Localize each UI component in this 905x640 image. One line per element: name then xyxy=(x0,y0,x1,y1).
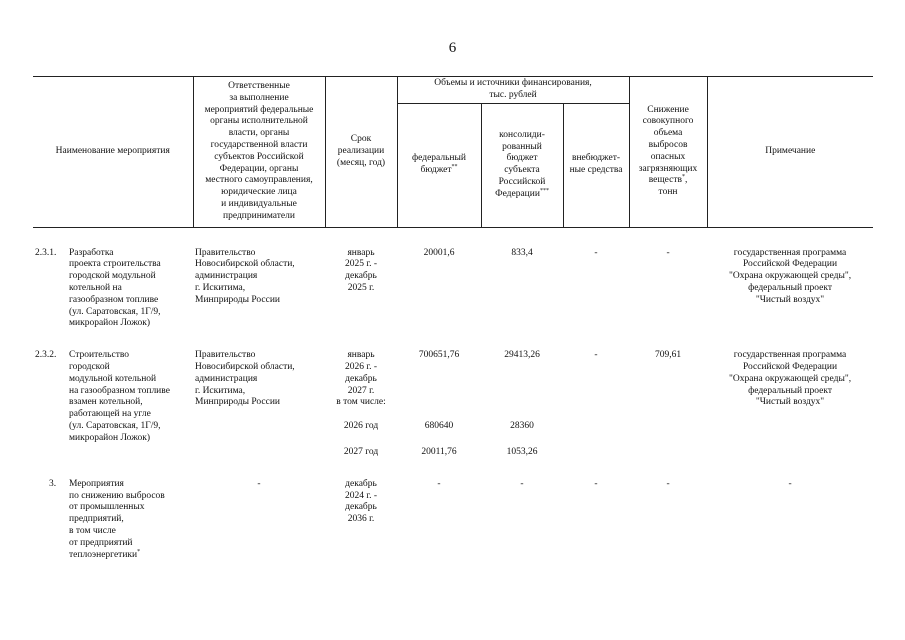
row-period: январь 2026 г. - декабрь 2027 г. в том числе: 2026 год 2027 год xyxy=(325,350,397,459)
header-federal: федеральный бюджет** xyxy=(397,103,481,227)
header-name: Наименование мероприятия xyxy=(33,77,193,228)
table-row xyxy=(33,248,873,331)
row-federal: 700651,76 680640 20011,76 xyxy=(397,350,481,459)
table-row xyxy=(33,350,873,459)
row-regional: 29413,26 28360 1053,26 xyxy=(481,350,563,459)
row-regional: - xyxy=(520,478,524,489)
row-number: 2.3.2. xyxy=(35,350,57,361)
row-reduction: - xyxy=(666,247,670,258)
row-name-cell: 2.3.2. Строительство городской модульной котельной на газообразном топливе взамен котельной, работающей на угле (ул. Саратовская, 1Г/9, микрорайон Ложок) xyxy=(35,350,170,443)
header-financing: Объемы и источники финансирования, тыс. рублей xyxy=(397,77,629,104)
sub-regional-2026: 28360 xyxy=(510,420,534,431)
header-reduction: Снижение совокупного объема выбросов опасных загрязняющих веществ*, тонн xyxy=(629,77,707,228)
measures-table xyxy=(33,76,873,561)
row-note: государственная программа Российской Федерации "Охрана окружающей среды", федеральный проект "Чистый воздух" xyxy=(728,350,852,408)
sub-federal-2026: 680640 xyxy=(424,420,454,431)
row-number: 2.3.1. xyxy=(35,247,57,258)
header-responsible: Ответственные за выполнение мероприятий федеральные органы исполнительной власти, органы государственной власти субъектов Российской Федерации, органы местного самоуправления, юридические лица и индивидуальные предприниматели xyxy=(193,77,325,228)
row-name-cell: 3. Мероприятия по снижению выбросов от промышленных предприятий, в том числе от предприятий теплоэнергетики* xyxy=(33,479,193,562)
row-number: 3. xyxy=(49,478,57,489)
row-period: январь 2025 г. - декабрь 2025 г. xyxy=(344,247,378,293)
row-period: декабрь 2024 г. - декабрь 2036 г. xyxy=(344,478,378,525)
table-row xyxy=(33,479,873,562)
row-responsible: - xyxy=(257,478,261,489)
row-federal: 20001,6 xyxy=(423,247,455,258)
sub-period-2026: 2026 год xyxy=(343,421,379,432)
row-federal: - xyxy=(437,478,441,489)
row-responsible: Правительство Новосибирской области, администрация г. Искитима, Минприроды России xyxy=(195,350,295,408)
row-extra: - xyxy=(594,478,598,489)
header-note: Примечание xyxy=(707,77,873,228)
row-extra: - xyxy=(594,350,598,361)
row-reduction: - xyxy=(666,478,670,489)
sub-federal-2027: 20011,76 xyxy=(421,446,457,457)
page-number: 6 xyxy=(448,40,457,56)
row-reduction: 709,61 xyxy=(654,350,682,361)
header-regional: консолиди- рованный бюджет субъекта Российской Федерации*** xyxy=(481,103,563,227)
sub-period-2027: 2027 год xyxy=(343,446,379,457)
header-extra: внебюджет- ные средства xyxy=(563,103,629,227)
header-period: Срок реализации (месяц, год) xyxy=(325,77,397,228)
row-note: - xyxy=(788,478,792,489)
row-responsible: Правительство Новосибирской области, администрация г. Искитима, Минприроды России xyxy=(195,247,295,305)
sub-regional-2027: 1053,26 xyxy=(506,446,538,457)
row-extra: - xyxy=(594,247,598,258)
row-note: государственная программа Российской Федерации "Охрана окружающей среды", федеральный проект "Чистый воздух" xyxy=(728,247,852,305)
row-regional: 833,4 xyxy=(511,247,533,258)
row-name-cell: 2.3.1. Разработка проекта строительства городской модульной котельной на газообразном топливе (ул. Саратовская, 1Г/9, микрорайон Ложок) xyxy=(35,247,161,329)
